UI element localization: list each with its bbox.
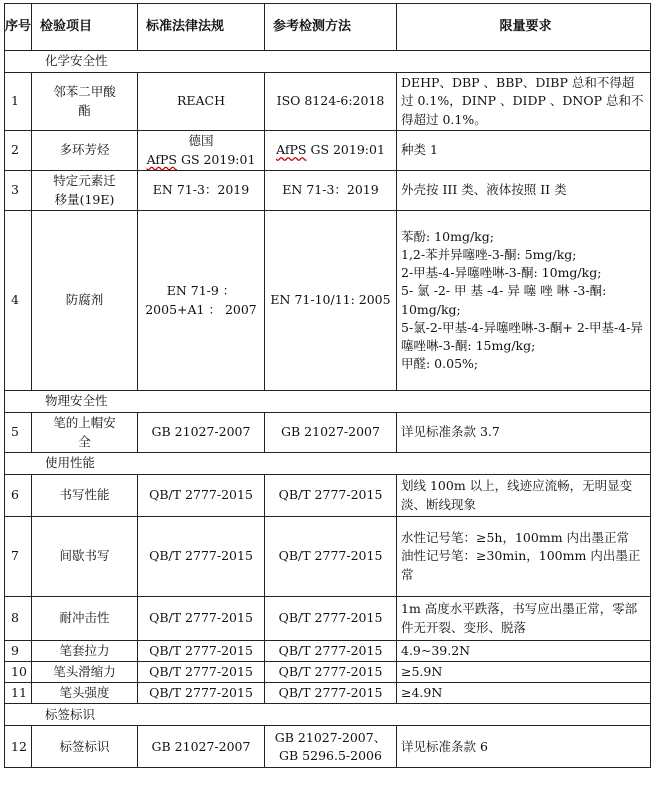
table-row [5, 517, 651, 597]
table-row [5, 171, 651, 211]
row-method: EN 71-10/11: 2005 [265, 211, 397, 391]
table-row [5, 641, 651, 662]
row-no: 5 [5, 413, 32, 453]
row-standard: QB/T 2777-2015 [138, 662, 265, 683]
table-row [5, 211, 651, 391]
method-abbr: AfPS [276, 142, 307, 158]
row-no: 11 [5, 683, 32, 704]
row-limit: 苯酚: 10mg/kg; 1,2-苯并异噻唑-3-酮: 5mg/kg; 2-甲基-4-异噻唑啉-3-酮: 10mg/kg; 5- 氯 -2- 甲 基 -4- 异 噻 唑 啉 -3-酮: 10mg/kg; 5-氯-2-甲基-4-异噻唑啉-3-酮+ 2-甲基-4-异噻唑啉-3-酮: 15mg/kg; 甲醛: 0.05%; [397, 211, 651, 391]
method-rest: GS 2019:01 [306, 142, 385, 158]
row-standard: QB/T 2777-2015 [138, 597, 265, 641]
row-method: QB/T 2777-2015 [265, 641, 397, 662]
row-limit: 4.9~39.2N [397, 641, 651, 662]
row-no: 2 [5, 131, 32, 171]
row-item: 防腐剂 [32, 211, 138, 391]
table-row [5, 413, 651, 453]
table-row [5, 475, 651, 517]
header-limit: 限量要求 [397, 4, 651, 51]
row-standard-line2 [142, 151, 260, 169]
table-row [5, 726, 651, 768]
row-no: 6 [5, 475, 32, 517]
row-no: 8 [5, 597, 32, 641]
row-standard: QB/T 2777-2015 [138, 475, 265, 517]
row-no: 9 [5, 641, 32, 662]
section-title: 物理安全性 [5, 391, 651, 413]
row-limit: ≥4.9N [397, 683, 651, 704]
row-item: 标签标识 [32, 726, 138, 768]
row-limit: 划线 100m 以上，线迹应流畅，无明显变淡、断线现象 [397, 475, 651, 517]
row-no: 7 [5, 517, 32, 597]
header-item: 检验项目 [32, 4, 138, 51]
row-item: 笔头强度 [32, 683, 138, 704]
section-row-performance [5, 453, 651, 475]
row-item: 笔套拉力 [32, 641, 138, 662]
row-standard: QB/T 2777-2015 [138, 517, 265, 597]
section-row-labeling [5, 704, 651, 726]
row-item: 笔头滑缩力 [32, 662, 138, 683]
section-title: 化学安全性 [5, 51, 651, 73]
row-limit: ≥5.9N [397, 662, 651, 683]
row-no: 3 [5, 171, 32, 211]
row-method: QB/T 2777-2015 [265, 475, 397, 517]
standard-abbr: AfPS [146, 151, 177, 167]
row-limit: DEHP、DBP 、BBP、DIBP 总和不得超过 0.1%，DINP 、DIDP 、DNOP 总和不得超过 0.1%。 [397, 73, 651, 131]
table-row [5, 662, 651, 683]
row-standard: EN 71-9 ： 2005+A1 ： 2007 [138, 211, 265, 391]
section-title: 标签标识 [5, 704, 651, 726]
row-item: 特定元素迁 移量(19E) [32, 171, 138, 211]
row-method: GB 21027-2007 [265, 413, 397, 453]
header-row [5, 4, 651, 51]
row-standard: GB 21027-2007 [138, 413, 265, 453]
row-limit: 外壳按 III 类、液体按照 II 类 [397, 171, 651, 211]
row-item: 间歇书写 [32, 517, 138, 597]
row-limit: 详见标准条款 3.7 [397, 413, 651, 453]
row-method: QB/T 2777-2015 [265, 662, 397, 683]
row-method: GB 21027-2007、 GB 5296.5-2006 [265, 726, 397, 768]
table-row [5, 683, 651, 704]
table-row [5, 597, 651, 641]
section-row-chemical [5, 51, 651, 73]
row-method: ISO 8124-6:2018 [265, 73, 397, 131]
row-limit: 1m 高度水平跌落，书写应出墨正常，零部件无开裂、变形、脱落 [397, 597, 651, 641]
header-method: 参考检测方法 [265, 4, 397, 51]
row-method: QB/T 2777-2015 [265, 683, 397, 704]
row-item: 耐冲击性 [32, 597, 138, 641]
standard-rest: GS 2019:01 [176, 151, 256, 167]
row-method: QB/T 2777-2015 [265, 597, 397, 641]
row-no: 10 [5, 662, 32, 683]
table-row [5, 131, 651, 171]
row-limit: 详见标准条款 6 [397, 726, 651, 768]
row-method: QB/T 2777-2015 [265, 517, 397, 597]
header-standard: 标准法律法规 [138, 4, 265, 51]
row-no: 1 [5, 73, 32, 131]
row-standard: QB/T 2777-2015 [138, 683, 265, 704]
row-standard: REACH [138, 73, 265, 131]
row-item: 书写性能 [32, 475, 138, 517]
inspection-table [4, 3, 651, 768]
row-limit: 水性记号笔：≥5h，100mm 内出墨正常 油性记号笔：≥30min，100mm 内出墨正常 [397, 517, 651, 597]
table-row [5, 73, 651, 131]
row-no: 4 [5, 211, 32, 391]
row-item: 邻苯二甲酸 酯 [32, 73, 138, 131]
row-method [265, 131, 397, 171]
section-title: 使用性能 [5, 453, 651, 475]
row-standard: GB 21027-2007 [138, 726, 265, 768]
header-no: 序号 [5, 4, 32, 51]
row-item: 笔的上帽安 全 [32, 413, 138, 453]
section-row-physical [5, 391, 651, 413]
row-standard [138, 131, 265, 171]
row-limit: 种类 1 [397, 131, 651, 171]
row-standard: QB/T 2777-2015 [138, 641, 265, 662]
row-item: 多环芳烃 [32, 131, 138, 171]
row-standard: EN 71-3：2019 [138, 171, 265, 211]
row-method: EN 71-3：2019 [265, 171, 397, 211]
row-standard-line1: 德国 [188, 133, 214, 149]
row-no: 12 [5, 726, 32, 768]
